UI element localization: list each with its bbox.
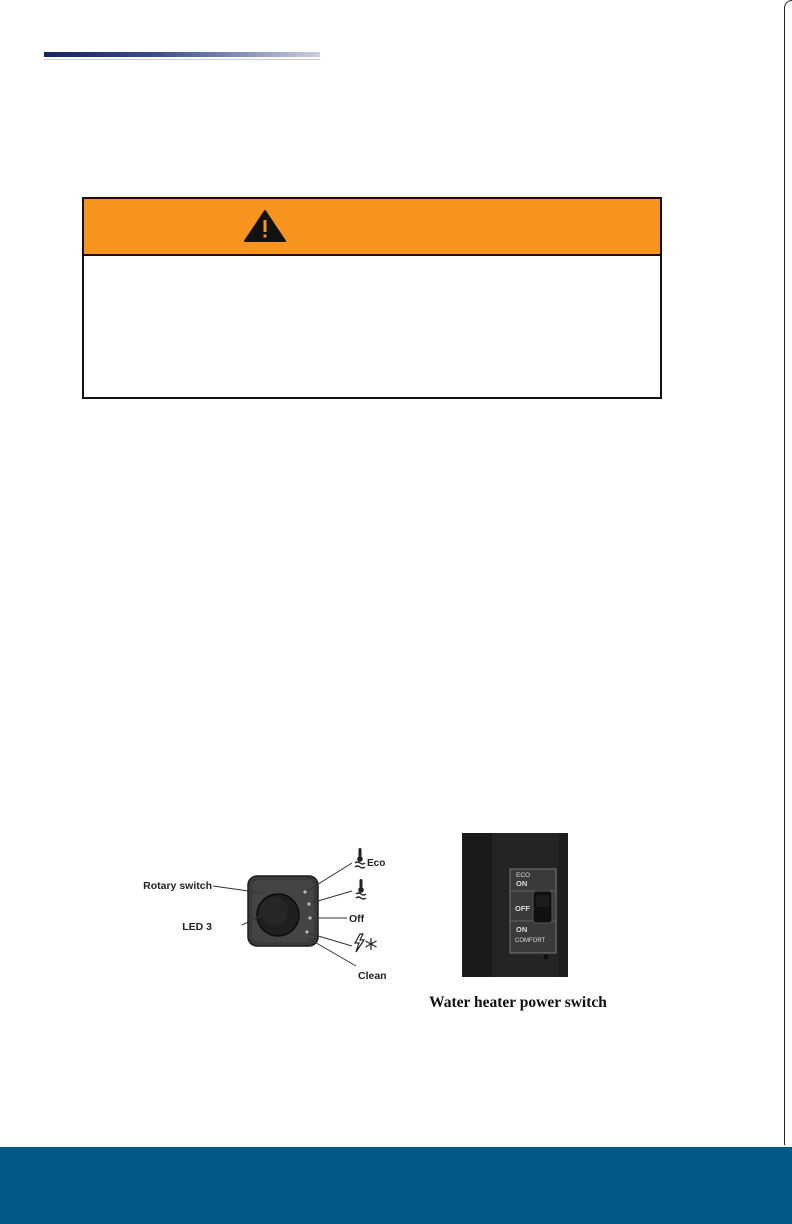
clean-label: Clean — [358, 970, 387, 982]
thermometer-water-icon — [355, 848, 365, 868]
footer-band — [0, 1147, 792, 1224]
switch-on-bottom-label: ON — [516, 925, 528, 934]
warning-triangle-icon — [243, 209, 287, 243]
led-dot — [308, 916, 311, 919]
power-switch-photo — [462, 833, 568, 977]
control-panel-figure — [130, 836, 400, 986]
lightning-snowflake-icon — [355, 934, 377, 952]
warning-header — [84, 199, 660, 256]
eco-label: Eco — [367, 858, 386, 869]
page-trim-line — [784, 0, 792, 1145]
header-rule — [44, 52, 320, 57]
rotary-switch-label: Rotary switch — [143, 880, 212, 892]
switch-off-label: OFF — [515, 904, 530, 913]
led-dot — [307, 902, 310, 905]
warning-box — [82, 197, 662, 399]
thermometer-water-icon — [356, 879, 366, 899]
switch-comfort-label: COMFORT — [515, 938, 546, 944]
led-dot — [303, 890, 306, 893]
switch-eco-label: ECO — [516, 872, 531, 879]
led3-label: LED 3 — [182, 921, 212, 933]
figure-caption: Water heater power switch — [429, 994, 607, 1011]
switch-on-top-label: ON — [516, 879, 528, 888]
indicator-dot — [544, 955, 549, 960]
off-label: Off — [349, 913, 365, 925]
